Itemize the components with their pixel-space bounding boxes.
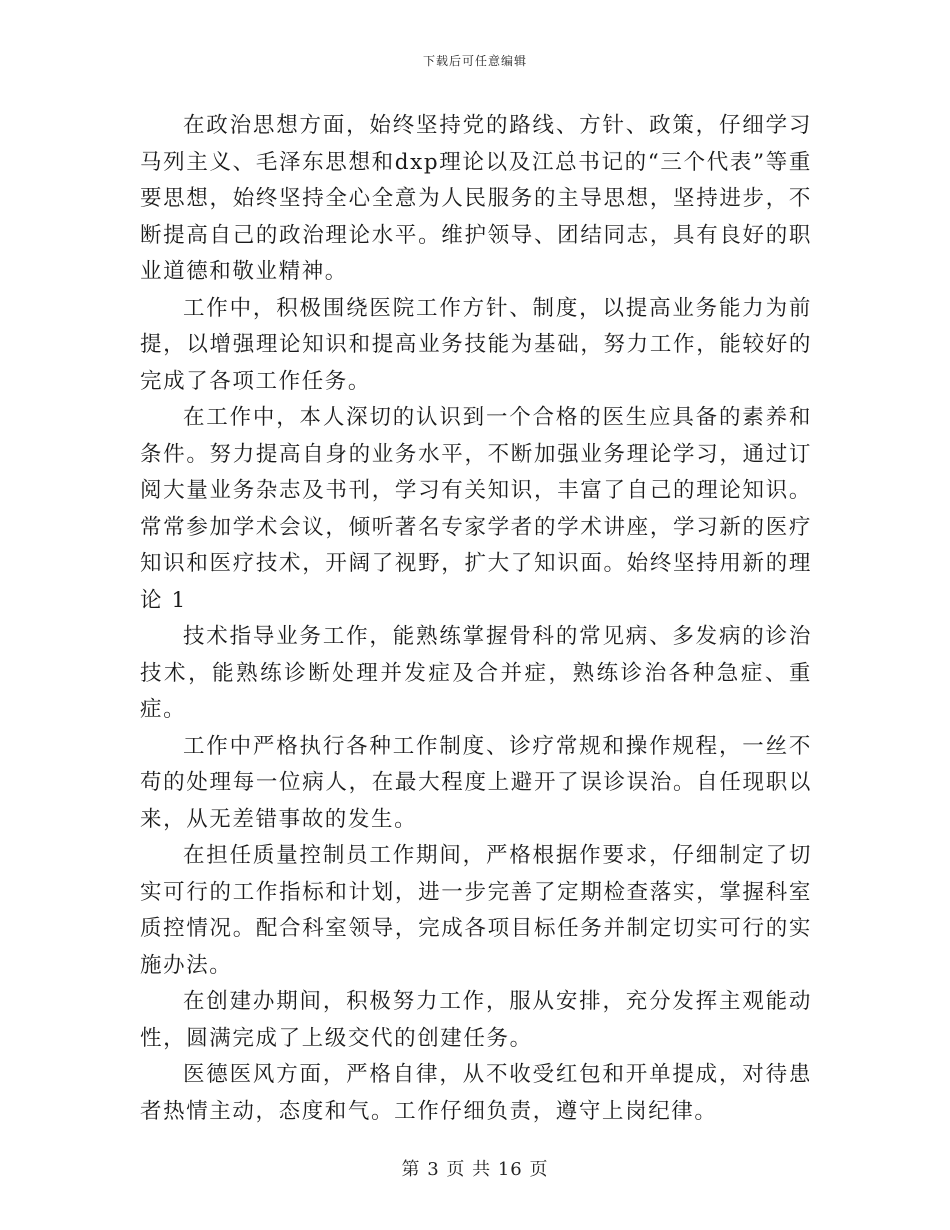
paragraph-work-policy: 工作中，积极围绕医院工作方针、制度，以提高业务能力为前提，以增强理论知识和提高业务技能为基础，努力工作，能较好的完成了各项工作任务。 — [140, 295, 812, 394]
paragraph-technical-guidance: 技术指导业务工作，能熟练掌握骨科的常见病、多发病的诊治技术，能熟练诊断处理并发症及合并症，熟练诊治各种急症、重症。 — [140, 624, 812, 722]
header-note: 下载后可任意编辑 — [422, 54, 527, 68]
paragraph-political-thought: 在政治思想方面，始终坚持党的路线、方针、政策，仔细学习马列主义、毛泽东思想和dxp理论以及江总书记的“三个代表”等重要思想，始终坚持全心全意为人民服务的主导思想，坚持进步，不断提高自己的政治理论水平。维护领导、团结同志，具有良好的职业道德和敬业精神。 — [140, 113, 812, 284]
paragraph-work-rules: 工作中严格执行各种工作制度、诊疗常规和操作规程，一丝不苟的处理每一位病人，在最大程度上避开了误诊误治。自任现职以来，从无差错事故的发生。 — [140, 733, 812, 832]
paragraph-quality-control: 在担任质量控制员工作期间，严格根据作要求，仔细制定了切实可行的工作指标和计划，进一步完善了定期检查落实，掌握科室质控情况。配合科室领导，完成各项目标任务并制定切实可行的实施办法。 — [140, 843, 812, 978]
paragraph-creation-office: 在创建办期间，积极努力工作，服从安排，充分发挥主观能动性，圆满完成了上级交代的创建任务。 — [140, 989, 812, 1051]
page-number: 第 3 页 共 16 页 — [401, 1159, 549, 1180]
document-body — [140, 108, 812, 1130]
paragraph-professional-study: 在工作中，本人深切的认识到一个合格的医生应具备的素养和条件。努力提高自身的业务水平，不断加强业务理论学习，通过订阅大量业务杂志及书刊，学习有关知识，丰富了自己的理论知识。常常参加学术会议，倾听著名专家学者的学术讲座，学习新的医疗知识和医疗技术，开阔了视野，扩大了知识面。始终坚持用新的理论 1 — [140, 405, 812, 613]
paragraph-medical-ethics: 医德医风方面，严格自律，从不收受红包和开单提成，对待患者热情主动，态度和气。工作仔细负责，遵守上岗纪律。 — [140, 1062, 812, 1124]
